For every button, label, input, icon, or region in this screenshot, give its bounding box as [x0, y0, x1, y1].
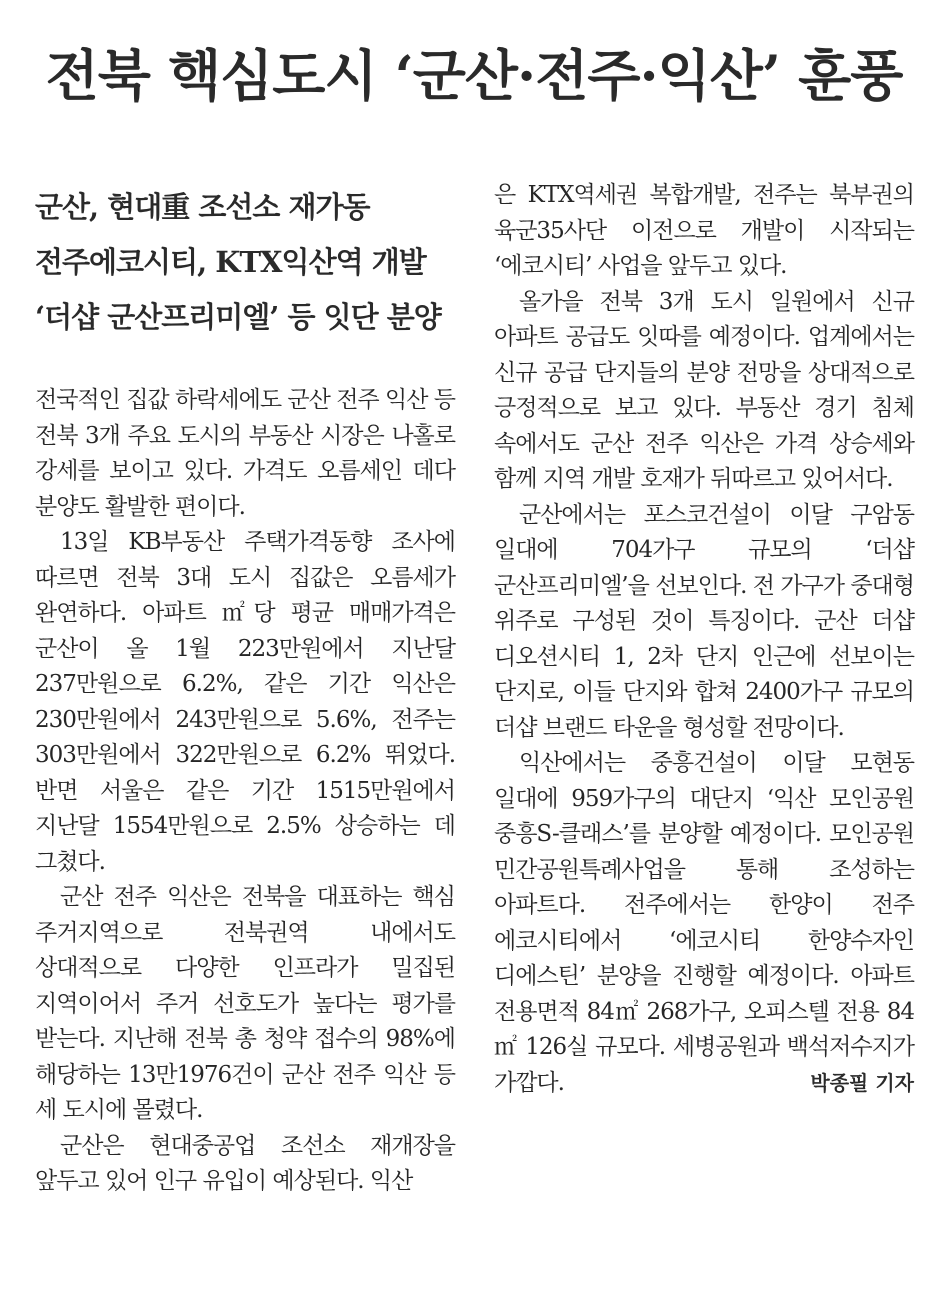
- subheadline-spacer: [35, 345, 455, 383]
- article-body-left: [35, 383, 455, 1200]
- article-body-right: [494, 178, 914, 1101]
- subheadline-2: 전주에코시티, KTX익산역 개발: [35, 245, 426, 279]
- byline: 박종필 기자: [810, 1070, 914, 1095]
- left-column: [35, 178, 455, 1200]
- paragraph-1: 전국적인 집값 하락세에도 군산 전주 익산 등 전북 3개 주요 도시의 부동산 시장은 나홀로 강세를 보이고 있다. 가격도 오름세인 데다 분양도 활발한 편이다.: [35, 387, 455, 520]
- paragraph-5: 올가을 전북 3개 도시 일원에서 신규 아파트 공급도 잇따를 예정이다. 업계에서는 신규 공급 단지들의 분양 전망을 상대적으로 긍정적으로 보고 있다. 부동산 경기 침체 속에서도 군산 전주 익산은 가격 상승세와 함께 지역 개발 호재가 뒤따르고 있어서다.: [494, 288, 914, 492]
- right-column: [494, 178, 914, 1101]
- paragraph-4-continued: 은 KTX역세권 복합개발, 전주는 북부권의 육군35사단 이전으로 개발이 시작되는 ‘에코시티’ 사업을 앞두고 있다.: [494, 182, 914, 279]
- headline: 전북 핵심도시 ‘군산·전주·익산’ 훈풍: [45, 43, 903, 108]
- paragraph-7-text: 익산에서는 중흥건설이 이달 모현동 일대에 959가구의 대단지 ‘익산 모인공원 중흥S-클래스’를 분양할 예정이다. 모인공원 민간공원특례사업을 통해 조성하는 아파트다. 전주에서는 한양이 전주 에코시티에서 ‘에코시티 한양수자인 디에스틴’ 분양을 진행할 예정이다. 아파트 전용면적 84㎡ 268가구, 오피스텔 전용 84㎡ 126실 규모다. 세병공원과 백석저수지가 가깝다.: [494, 750, 914, 1096]
- paragraph-2: 13일 KB부동산 주택가격동향 조사에 따르면 전북 3대 도시 집값은 오름세가 완연하다. 아파트 ㎡당 평균 매매가격은 군산이 올 1월 223만원에서 지난달 237만원으로 6.2%, 같은 기간 익산은 230만원에서 243만원으로 5.6%, 전주는 303만원에서 322만원으로 6.2% 뛰었다. 반면 서울은 같은 기간 1515만원에서 지난달 1554만원으로 2.5% 상승하는 데 그쳤다.: [35, 529, 455, 875]
- paragraph-3: 군산 전주 익산은 전북을 대표하는 핵심 주거지역으로 전북권역 내에서도 상대적으로 다양한 인프라가 밀집된 지역이어서 주거 선호도가 높다는 평가를 받는다. 지난해 전북 총 청약 접수의 98%에 해당하는 13만1976건이 군산 전주 익산 등 세 도시에 몰렸다.: [35, 884, 455, 1123]
- paragraph-7: [494, 746, 914, 1101]
- subheadline-block: [35, 180, 455, 345]
- paragraph-6: 군산에서는 포스코건설이 이달 구암동 일대에 704가구 규모의 ‘더샵 군산프리미엘’을 선보인다. 전 가구가 중대형 위주로 구성된 것이 특징이다. 군산 더샵 디오션시티 1, 2차 단지 인근에 선보이는 단지로, 이들 단지와 합쳐 2400가구 규모의 더샵 브랜드 타운을 형성할 전망이다.: [494, 501, 914, 741]
- subheadline-3: ‘더샵 군산프리미엘’ 등 잇단 분양: [35, 300, 441, 334]
- last-paragraph-row: [494, 746, 914, 1101]
- paragraph-4-start: 군산은 현대중공업 조선소 재개장을 앞두고 있어 인구 유입이 예상된다. 익산: [35, 1132, 455, 1194]
- subheadline-1: 군산, 현대重 조선소 재가동: [35, 190, 370, 224]
